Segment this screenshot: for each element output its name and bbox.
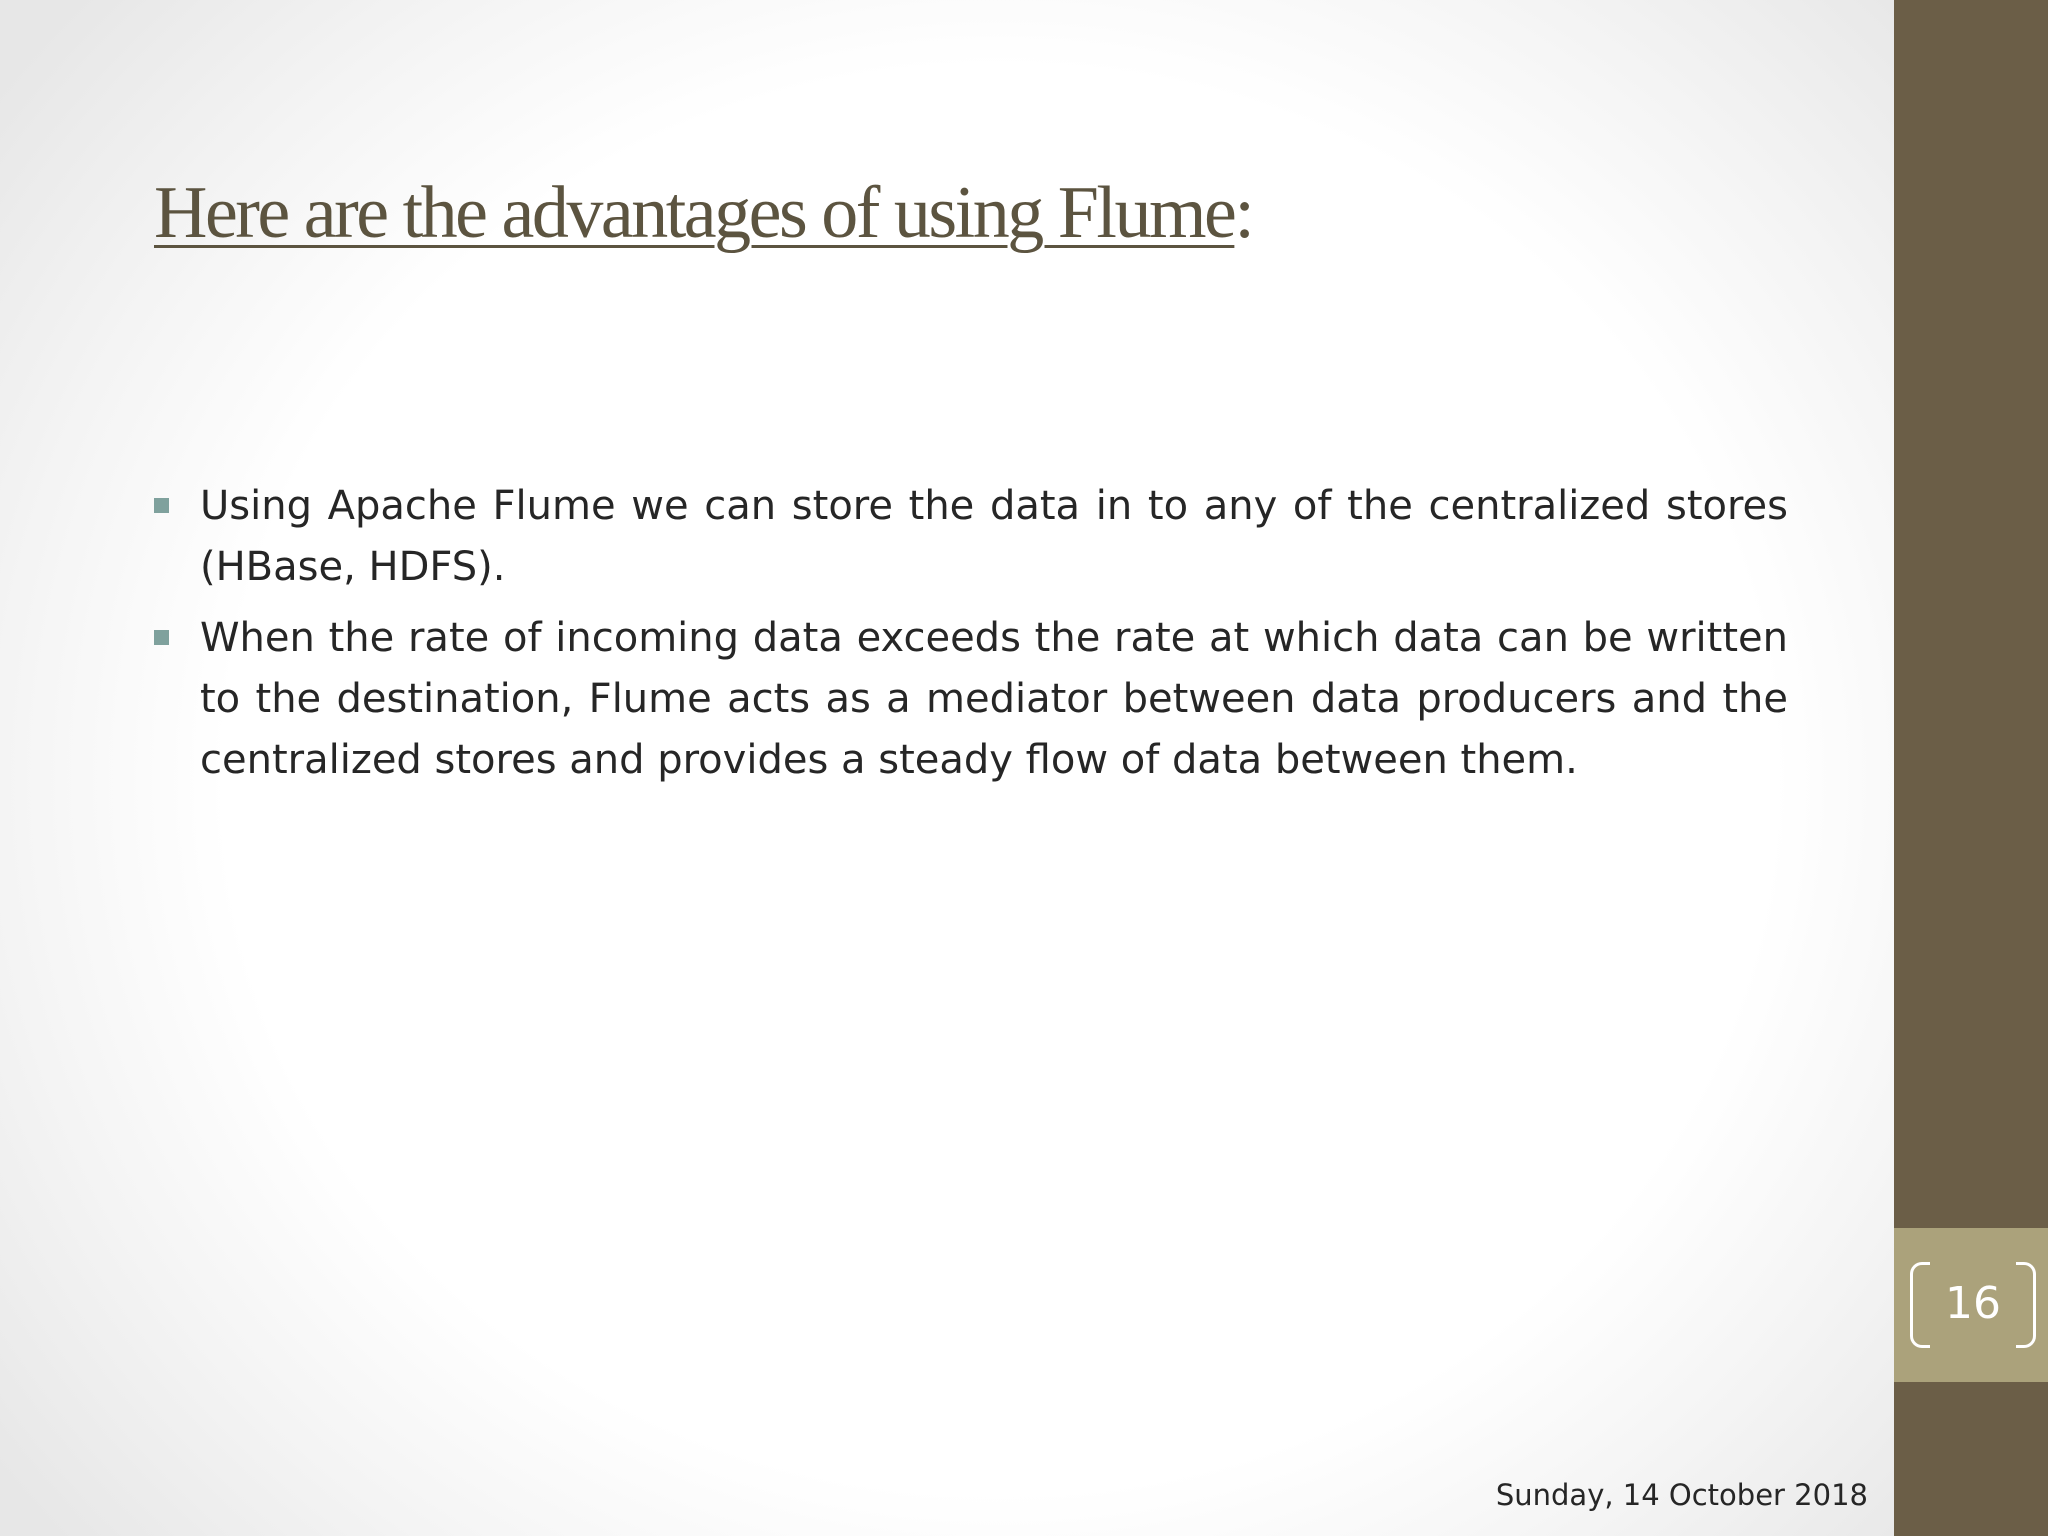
slide-title-text: Here are the advantages of using Flume (154, 172, 1235, 254)
bullet-item (154, 608, 1788, 791)
page-number-tab (1894, 1228, 2048, 1382)
square-bullet-icon (154, 630, 169, 645)
slide-title (154, 168, 1252, 258)
right-bracket-icon (2016, 1262, 2036, 1348)
bullet-list (154, 476, 1788, 801)
square-bullet-icon (154, 498, 169, 513)
bullet-text: When the rate of incoming data exceeds the rate at which data can be written to the destination, Flume acts as a mediator between data producers and the centralized stores and provides a steady flow of data between them. (200, 615, 1788, 783)
page-number: 16 (1945, 1278, 2001, 1329)
footer-date: Sunday, 14 October 2018 (1495, 1478, 1868, 1512)
left-bracket-icon (1910, 1262, 1930, 1348)
bullet-item (154, 476, 1788, 598)
bullet-text: Using Apache Flume we can store the data in to any of the centralized stores (HBase, HDFS). (200, 483, 1788, 590)
slide-title-colon: : (1234, 172, 1253, 254)
